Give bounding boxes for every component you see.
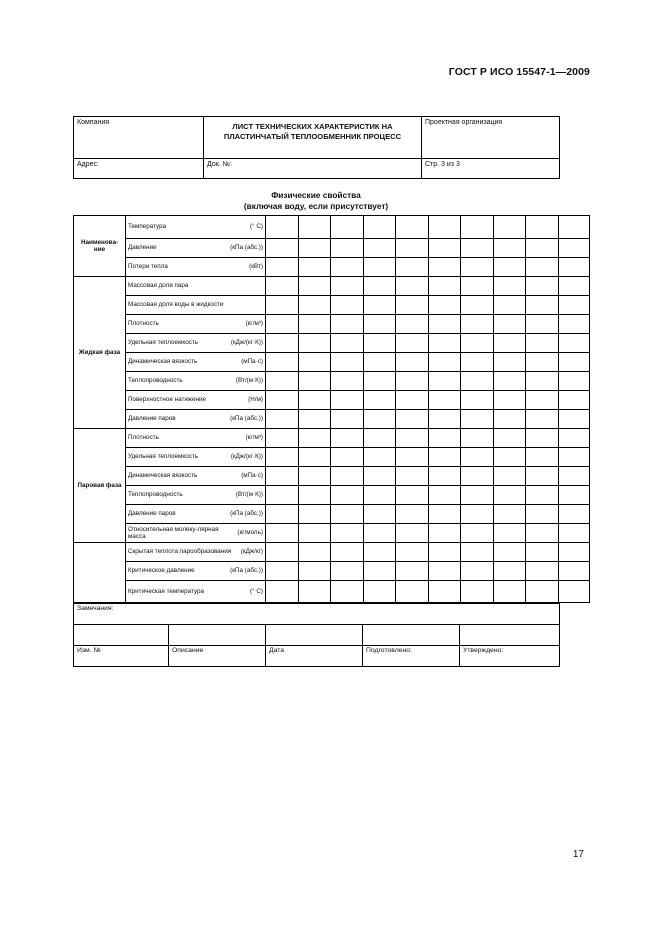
group-critical-empty <box>74 543 126 603</box>
value-cell[interactable] <box>364 505 396 524</box>
value-cell[interactable] <box>461 372 494 391</box>
table-row <box>74 429 590 448</box>
design-org-label: Проектная организация <box>422 117 560 159</box>
value-cell[interactable] <box>396 562 429 581</box>
section-subtitle: (включая воду, если присутствует) <box>243 201 389 211</box>
table-row <box>74 216 590 239</box>
value-cell[interactable] <box>494 277 526 296</box>
value-cell[interactable] <box>266 216 299 239</box>
value-cell[interactable] <box>266 334 299 353</box>
table-row <box>74 296 590 315</box>
value-cell[interactable] <box>364 239 396 258</box>
value-cell[interactable] <box>266 277 299 296</box>
value-cell[interactable] <box>429 296 461 315</box>
value-cell[interactable] <box>331 467 364 486</box>
value-cell[interactable] <box>299 505 331 524</box>
properties-table <box>73 215 590 603</box>
value-cell[interactable] <box>494 216 526 239</box>
value-cell[interactable] <box>559 353 590 372</box>
value-cell[interactable] <box>396 239 429 258</box>
value-cell[interactable] <box>461 296 494 315</box>
value-cell[interactable] <box>299 581 331 603</box>
row-label-vapor-mass-fraction: Массовая доля пара <box>126 277 266 296</box>
value-cell[interactable] <box>526 486 559 505</box>
value-cell[interactable] <box>331 372 364 391</box>
value-cell[interactable] <box>429 467 461 486</box>
value-cell[interactable] <box>461 543 494 562</box>
value-cell[interactable] <box>396 315 429 334</box>
value-cell[interactable] <box>299 334 331 353</box>
value-cell[interactable] <box>526 429 559 448</box>
value-cell[interactable] <box>396 524 429 543</box>
row-label-water-mass-fraction: Массовая доля воды в жидкости <box>126 296 266 315</box>
value-cell[interactable] <box>494 315 526 334</box>
value-cell[interactable] <box>266 391 299 410</box>
revision-cell[interactable] <box>74 625 169 646</box>
table-row <box>74 505 590 524</box>
row-label-viscosity-liquid: Динамическая вязкость (мПа·с) <box>126 353 266 372</box>
value-cell[interactable] <box>396 258 429 277</box>
row-label-critical-pressure: Критическое давление (кПа (абс.)) <box>126 562 266 581</box>
value-cell[interactable] <box>266 467 299 486</box>
value-cell[interactable] <box>364 296 396 315</box>
value-cell[interactable] <box>494 467 526 486</box>
revision-cell[interactable] <box>363 625 460 646</box>
value-cell[interactable] <box>429 216 461 239</box>
date-label: Дата <box>266 646 363 667</box>
value-cell[interactable] <box>429 315 461 334</box>
revision-cell[interactable] <box>266 625 363 646</box>
value-cell[interactable] <box>429 448 461 467</box>
value-cell[interactable] <box>559 258 590 277</box>
row-label-latent-heat: Скрытая теплота парообразования (кДж/кг) <box>126 543 266 562</box>
value-cell[interactable] <box>331 410 364 429</box>
value-cell[interactable] <box>331 239 364 258</box>
value-cell[interactable] <box>559 429 590 448</box>
value-cell[interactable] <box>559 505 590 524</box>
revision-footer-table <box>73 603 560 667</box>
value-cell[interactable] <box>364 467 396 486</box>
page-number: 17 <box>572 849 584 860</box>
value-cell[interactable] <box>559 277 590 296</box>
value-cell[interactable] <box>429 391 461 410</box>
page-count-label: Стр. 3 из 3 <box>422 159 560 179</box>
doc-number-label: Док. №: <box>204 159 422 179</box>
value-cell[interactable] <box>526 467 559 486</box>
value-cell[interactable] <box>396 391 429 410</box>
value-cell[interactable] <box>429 239 461 258</box>
approved-label: Утверждено: <box>460 646 560 667</box>
row-label-critical-temperature: Критическая температура (° С) <box>126 581 266 603</box>
value-cell[interactable] <box>461 277 494 296</box>
row-label-temperature: Температура (° С) <box>126 216 266 239</box>
table-row <box>74 646 560 667</box>
row-label-pressure: Давление (кПа (абс.)) <box>126 239 266 258</box>
table-row <box>74 524 590 543</box>
value-cell[interactable] <box>299 467 331 486</box>
value-cell[interactable] <box>494 429 526 448</box>
table-row <box>74 625 560 646</box>
value-cell[interactable] <box>559 315 590 334</box>
value-cell[interactable] <box>559 216 590 239</box>
value-cell[interactable] <box>461 562 494 581</box>
value-cell[interactable] <box>331 486 364 505</box>
sheet-title: ЛИСТ ТЕХНИЧЕСКИХ ХАРАКТЕРИСТИК НА ПЛАСТИНЧАТЫЙ ТЕПЛООБМЕННИК ПРОЦЕСС <box>204 117 422 159</box>
table-row <box>74 258 590 277</box>
value-cell[interactable] <box>299 239 331 258</box>
value-cell[interactable] <box>396 448 429 467</box>
value-cell[interactable] <box>494 296 526 315</box>
value-cell[interactable] <box>461 258 494 277</box>
value-cell[interactable] <box>429 505 461 524</box>
table-row <box>74 353 590 372</box>
value-cell[interactable] <box>559 581 590 603</box>
value-cell[interactable] <box>526 543 559 562</box>
value-cell[interactable] <box>396 429 429 448</box>
value-cell[interactable] <box>461 216 494 239</box>
value-cell[interactable] <box>429 334 461 353</box>
value-cell[interactable] <box>331 391 364 410</box>
row-label-specific-heat-vapor: Удельная теплоемкость (кДж/(кг·К)) <box>126 448 266 467</box>
value-cell[interactable] <box>299 562 331 581</box>
value-cell[interactable] <box>396 372 429 391</box>
value-cell[interactable] <box>331 581 364 603</box>
value-cell[interactable] <box>364 543 396 562</box>
table-row <box>74 391 590 410</box>
value-cell[interactable] <box>461 581 494 603</box>
value-cell[interactable] <box>461 391 494 410</box>
value-cell[interactable] <box>364 581 396 603</box>
value-cell[interactable] <box>494 391 526 410</box>
rev-no-label: Изм. № <box>74 646 169 667</box>
value-cell[interactable] <box>299 216 331 239</box>
value-cell[interactable] <box>559 296 590 315</box>
value-cell[interactable] <box>461 524 494 543</box>
value-cell[interactable] <box>494 410 526 429</box>
value-cell[interactable] <box>461 239 494 258</box>
value-cell[interactable] <box>364 258 396 277</box>
value-cell[interactable] <box>396 505 429 524</box>
value-cell[interactable] <box>331 277 364 296</box>
value-cell[interactable] <box>299 524 331 543</box>
row-label-molar-mass: Относительная молеку-лярная масса (кг/моль) <box>126 524 266 543</box>
value-cell[interactable] <box>299 391 331 410</box>
group-liquid-phase: Жидкая фаза <box>74 277 126 429</box>
value-cell[interactable] <box>331 562 364 581</box>
value-cell[interactable] <box>494 239 526 258</box>
value-cell[interactable] <box>396 334 429 353</box>
value-cell[interactable] <box>364 429 396 448</box>
value-cell[interactable] <box>299 353 331 372</box>
table-row <box>74 581 590 603</box>
value-cell[interactable] <box>299 277 331 296</box>
value-cell[interactable] <box>266 429 299 448</box>
value-cell[interactable] <box>461 467 494 486</box>
row-label-heat-loss: Потери тепла (кВт) <box>126 258 266 277</box>
value-cell[interactable] <box>429 429 461 448</box>
value-cell[interactable] <box>494 258 526 277</box>
value-cell[interactable] <box>494 353 526 372</box>
value-cell[interactable] <box>429 258 461 277</box>
prepared-label: Подготовлено: <box>363 646 460 667</box>
value-cell[interactable] <box>396 467 429 486</box>
value-cell[interactable] <box>364 216 396 239</box>
value-cell[interactable] <box>429 372 461 391</box>
value-cell[interactable] <box>396 277 429 296</box>
row-label-specific-heat-liquid: Удельная теплоемкость (кДж/(кг·К)) <box>126 334 266 353</box>
value-cell[interactable] <box>364 524 396 543</box>
value-cell[interactable] <box>526 334 559 353</box>
value-cell[interactable] <box>396 543 429 562</box>
row-label-dew-pressure: Давление паров (кПа (абс.)) <box>126 505 266 524</box>
value-cell[interactable] <box>364 391 396 410</box>
sheet-header-table <box>73 116 560 179</box>
value-cell[interactable] <box>526 562 559 581</box>
value-cell[interactable] <box>266 581 299 603</box>
value-cell[interactable] <box>396 216 429 239</box>
value-cell[interactable] <box>494 448 526 467</box>
section-heading <box>73 190 559 212</box>
value-cell[interactable] <box>429 581 461 603</box>
table-row <box>74 334 590 353</box>
value-cell[interactable] <box>331 258 364 277</box>
value-cell[interactable] <box>526 391 559 410</box>
table-row <box>74 277 590 296</box>
value-cell[interactable] <box>396 353 429 372</box>
value-cell[interactable] <box>331 505 364 524</box>
value-cell[interactable] <box>299 429 331 448</box>
value-cell[interactable] <box>461 448 494 467</box>
value-cell[interactable] <box>266 296 299 315</box>
row-label-surface-tension: Поверхностное натяжение (Н/м) <box>126 391 266 410</box>
value-cell[interactable] <box>526 448 559 467</box>
table-row <box>74 543 590 562</box>
value-cell[interactable] <box>494 543 526 562</box>
value-cell[interactable] <box>266 524 299 543</box>
table-row <box>74 372 590 391</box>
value-cell[interactable] <box>461 486 494 505</box>
revision-cell[interactable] <box>169 625 266 646</box>
value-cell[interactable] <box>429 410 461 429</box>
value-cell[interactable] <box>494 372 526 391</box>
value-cell[interactable] <box>266 486 299 505</box>
value-cell[interactable] <box>494 562 526 581</box>
row-label-density-liquid: Плотность (кг/м³) <box>126 315 266 334</box>
value-cell[interactable] <box>494 581 526 603</box>
table-row <box>74 448 590 467</box>
value-cell[interactable] <box>396 410 429 429</box>
value-cell[interactable] <box>559 486 590 505</box>
address-label: Адрес: <box>74 159 204 179</box>
value-cell[interactable] <box>526 239 559 258</box>
value-cell[interactable] <box>461 410 494 429</box>
value-cell[interactable] <box>559 524 590 543</box>
value-cell[interactable] <box>331 448 364 467</box>
value-cell[interactable] <box>266 353 299 372</box>
value-cell[interactable] <box>461 505 494 524</box>
value-cell[interactable] <box>396 296 429 315</box>
value-cell[interactable] <box>526 353 559 372</box>
value-cell[interactable] <box>559 543 590 562</box>
value-cell[interactable] <box>299 315 331 334</box>
value-cell[interactable] <box>526 505 559 524</box>
table-row <box>74 562 590 581</box>
value-cell[interactable] <box>299 410 331 429</box>
value-cell[interactable] <box>494 334 526 353</box>
table-row <box>74 410 590 429</box>
value-cell[interactable] <box>526 372 559 391</box>
value-cell[interactable] <box>364 410 396 429</box>
value-cell[interactable] <box>526 524 559 543</box>
value-cell[interactable] <box>364 315 396 334</box>
value-cell[interactable] <box>526 315 559 334</box>
value-cell[interactable] <box>559 372 590 391</box>
row-label-conductivity-liquid: Теплопроводность (Вт/(м·К)) <box>126 372 266 391</box>
value-cell[interactable] <box>331 296 364 315</box>
value-cell[interactable] <box>331 334 364 353</box>
value-cell[interactable] <box>266 410 299 429</box>
value-cell[interactable] <box>266 562 299 581</box>
value-cell[interactable] <box>331 524 364 543</box>
value-cell[interactable] <box>429 353 461 372</box>
group-naming: Наименова-ние <box>74 216 126 277</box>
table-row <box>74 239 590 258</box>
table-row <box>74 315 590 334</box>
value-cell[interactable] <box>461 429 494 448</box>
value-cell[interactable] <box>461 353 494 372</box>
value-cell[interactable] <box>331 315 364 334</box>
remarks-label: Замечания: <box>74 604 560 625</box>
row-label-conductivity-vapor: Теплопроводность (Вт/(м·К)) <box>126 486 266 505</box>
value-cell[interactable] <box>299 372 331 391</box>
revision-cell[interactable] <box>460 625 560 646</box>
company-label: Компания <box>74 117 204 159</box>
row-label-viscosity-vapor: Динамическая вязкость (мПа·с) <box>126 467 266 486</box>
value-cell[interactable] <box>429 277 461 296</box>
value-cell[interactable] <box>559 391 590 410</box>
value-cell[interactable] <box>494 524 526 543</box>
value-cell[interactable] <box>364 277 396 296</box>
value-cell[interactable] <box>266 258 299 277</box>
value-cell[interactable] <box>559 334 590 353</box>
value-cell[interactable] <box>559 562 590 581</box>
value-cell[interactable] <box>429 543 461 562</box>
value-cell[interactable] <box>266 543 299 562</box>
value-cell[interactable] <box>494 505 526 524</box>
value-cell[interactable] <box>299 448 331 467</box>
value-cell[interactable] <box>299 486 331 505</box>
row-label-vapor-pressure: Давление паров (кПа (абс.)) <box>126 410 266 429</box>
value-cell[interactable] <box>396 486 429 505</box>
value-cell[interactable] <box>364 372 396 391</box>
value-cell[interactable] <box>364 486 396 505</box>
value-cell[interactable] <box>266 315 299 334</box>
value-cell[interactable] <box>299 543 331 562</box>
value-cell[interactable] <box>331 216 364 239</box>
section-title: Физические свойства <box>271 190 361 200</box>
value-cell[interactable] <box>429 486 461 505</box>
value-cell[interactable] <box>364 562 396 581</box>
table-row <box>74 467 590 486</box>
value-cell[interactable] <box>331 353 364 372</box>
description-label: Описание <box>169 646 266 667</box>
value-cell[interactable] <box>559 410 590 429</box>
value-cell[interactable] <box>494 486 526 505</box>
value-cell[interactable] <box>559 239 590 258</box>
value-cell[interactable] <box>526 296 559 315</box>
value-cell[interactable] <box>461 315 494 334</box>
value-cell[interactable] <box>526 410 559 429</box>
value-cell[interactable] <box>364 334 396 353</box>
value-cell[interactable] <box>526 581 559 603</box>
value-cell[interactable] <box>461 334 494 353</box>
standard-designation: ГОСТ Р ИСО 15547-1—2009 <box>448 66 590 78</box>
group-vapor-phase: Паровая фаза <box>74 429 126 543</box>
value-cell[interactable] <box>559 448 590 467</box>
value-cell[interactable] <box>299 296 331 315</box>
value-cell[interactable] <box>299 258 331 277</box>
value-cell[interactable] <box>396 581 429 603</box>
value-cell[interactable] <box>429 562 461 581</box>
value-cell[interactable] <box>266 448 299 467</box>
value-cell[interactable] <box>429 524 461 543</box>
value-cell[interactable] <box>331 543 364 562</box>
value-cell[interactable] <box>266 372 299 391</box>
value-cell[interactable] <box>559 467 590 486</box>
value-cell[interactable] <box>364 353 396 372</box>
row-label-density-vapor: Плотность (кг/м³) <box>126 429 266 448</box>
value-cell[interactable] <box>526 216 559 239</box>
value-cell[interactable] <box>266 505 299 524</box>
value-cell[interactable] <box>266 239 299 258</box>
value-cell[interactable] <box>526 277 559 296</box>
table-row <box>74 486 590 505</box>
value-cell[interactable] <box>364 448 396 467</box>
value-cell[interactable] <box>526 258 559 277</box>
value-cell[interactable] <box>331 429 364 448</box>
